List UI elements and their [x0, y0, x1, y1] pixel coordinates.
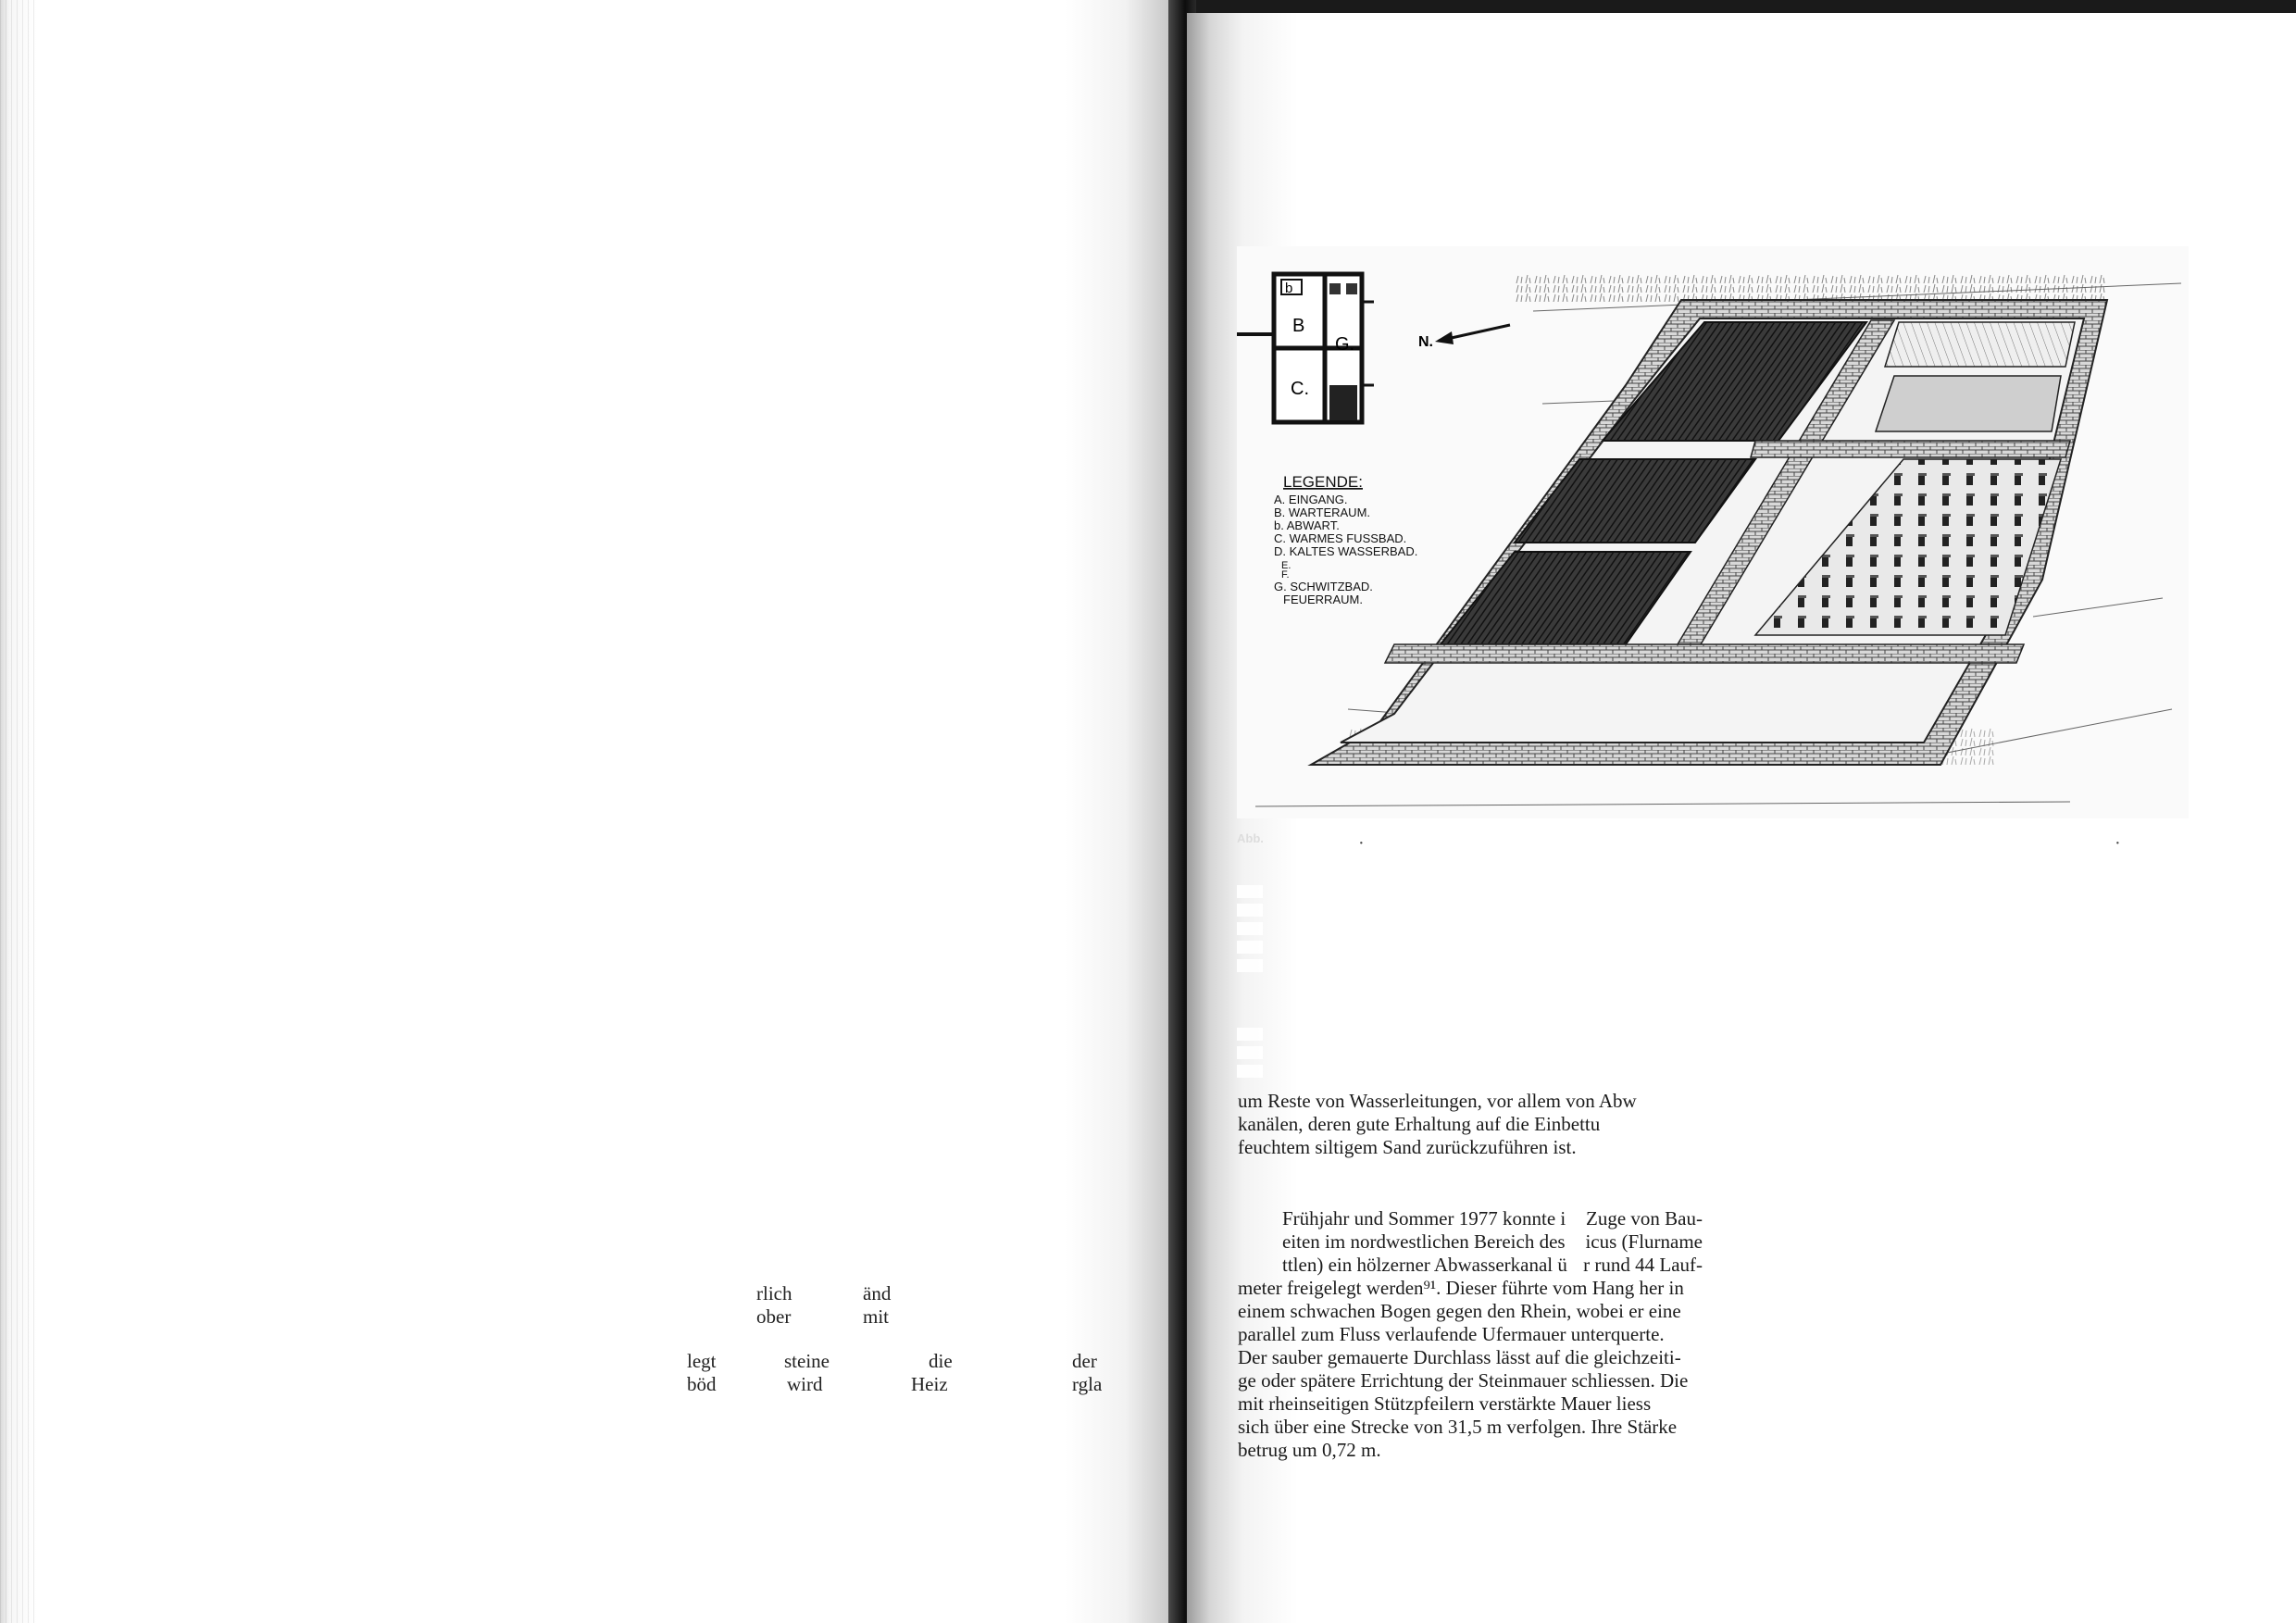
faded-text [1237, 941, 1263, 954]
text-line: feuchtem siltigem Sand zurückzuführen ist. [1238, 1136, 1577, 1158]
text-line: Der sauber gemauerte Durchlass lässt auf die gleichzeiti- [1238, 1346, 1681, 1368]
text-line [1238, 1254, 1703, 1277]
legend-item: E. [1281, 560, 1292, 571]
text-line: einem schwachen Bogen gegen den Rhein, wobei er eine [1238, 1300, 1681, 1322]
text-line [1238, 1207, 1703, 1230]
text-fragment: legt [687, 1350, 717, 1372]
text-segment: Zuge von Bau- [1586, 1207, 1703, 1230]
text-fragment: ober [756, 1305, 792, 1328]
page-edge-stack [0, 0, 37, 1623]
bath-reconstruction-figure [1237, 246, 2189, 818]
text-fragment: steine [784, 1350, 830, 1372]
legend-item: FEUERRAUM. [1283, 593, 1363, 606]
caption-mark: · [2115, 833, 2121, 854]
caption-mark: · [1358, 833, 1365, 854]
grass-hatching [1515, 274, 2107, 302]
legend-item: C. WARMES FUSSBAD. [1274, 531, 1407, 545]
legend-item: G. SCHWITZBAD. [1274, 580, 1373, 593]
faded-text [1237, 1046, 1263, 1059]
text-line: um Reste von Wasserleitungen, vor allem von Abw [1238, 1090, 1637, 1112]
faded-text [1237, 885, 1263, 898]
text-fragment: die [929, 1350, 953, 1372]
plan-label-G: G. [1335, 334, 1355, 355]
faded-text [1237, 904, 1263, 917]
figure-caption: Abb. [1237, 831, 1264, 845]
text-line: sich über eine Strecke von 31,5 m verfolgen. Ihre Stärke [1238, 1416, 1678, 1438]
text-segment: Frühjahr und Sommer 1977 konnte i [1282, 1207, 1566, 1230]
legend-item: B. WARTERAUM. [1274, 506, 1371, 519]
text-fragment: rgla [1072, 1373, 1103, 1395]
faded-text [1237, 1065, 1263, 1078]
small-room [1885, 322, 2075, 367]
text-fragment: böd [687, 1373, 717, 1395]
text-fragment: rlich [756, 1282, 792, 1305]
plan-label-B: B [1292, 316, 1305, 336]
plan-label-b: b [1285, 281, 1293, 296]
small-room [1876, 376, 2061, 431]
floor-plan-inset [1237, 274, 1374, 422]
text-line: ge oder spätere Errichtung der Steinmauer schliessen. Die [1238, 1369, 1689, 1392]
legend [1274, 473, 1417, 606]
text-segment: r rund 44 Lauf- [1583, 1254, 1703, 1276]
legend-title: LEGENDE: [1283, 473, 1363, 491]
legend-item: A. EINGANG. [1274, 493, 1348, 506]
paragraph-1 [1238, 1090, 1703, 1159]
text-line: mit rheinseitigen Stützpfeilern verstärkte Mauer liess [1238, 1392, 1652, 1415]
text-segment: icus (Flurname [1585, 1230, 1703, 1253]
text-fragment: mit [863, 1305, 890, 1328]
text-line [1238, 1230, 1703, 1254]
legend-item: F. [1281, 569, 1290, 581]
north-arrow-icon [1435, 325, 1510, 344]
text-fragment: Heiz [911, 1373, 948, 1395]
text-segment: eiten im nordwestlichen Bereich des [1282, 1230, 1566, 1253]
north-label: N. [1418, 334, 1433, 350]
text-line: parallel zum Fluss verlaufende Ufermauer unterquerte. [1238, 1323, 1665, 1345]
paragraph-2 [1238, 1207, 1703, 1462]
text-line: kanälen, deren gute Erhaltung auf die Einbettu [1238, 1113, 1601, 1135]
text-line: betrug um 0,72 m. [1238, 1439, 1381, 1461]
faded-text [1237, 1028, 1263, 1041]
legend-item: D. KALTES WASSERBAD. [1274, 544, 1418, 558]
faded-text [1237, 959, 1263, 972]
text-fragment: der [1072, 1350, 1097, 1372]
text-fragment: änd [863, 1282, 892, 1305]
legend-item: b. ABWART. [1274, 518, 1340, 532]
text-segment: ttlen) ein hölzerner Abwasserkanal ü [1282, 1254, 1567, 1276]
text-fragment: wird [787, 1373, 823, 1395]
faded-text [1237, 922, 1263, 935]
dividing-wall [1385, 644, 2024, 663]
dividing-wall [1751, 441, 2070, 457]
text-line: meter freigelegt werden⁹¹. Dieser führte vom Hang her in [1238, 1277, 1684, 1299]
plan-label-C: C. [1291, 379, 1309, 399]
